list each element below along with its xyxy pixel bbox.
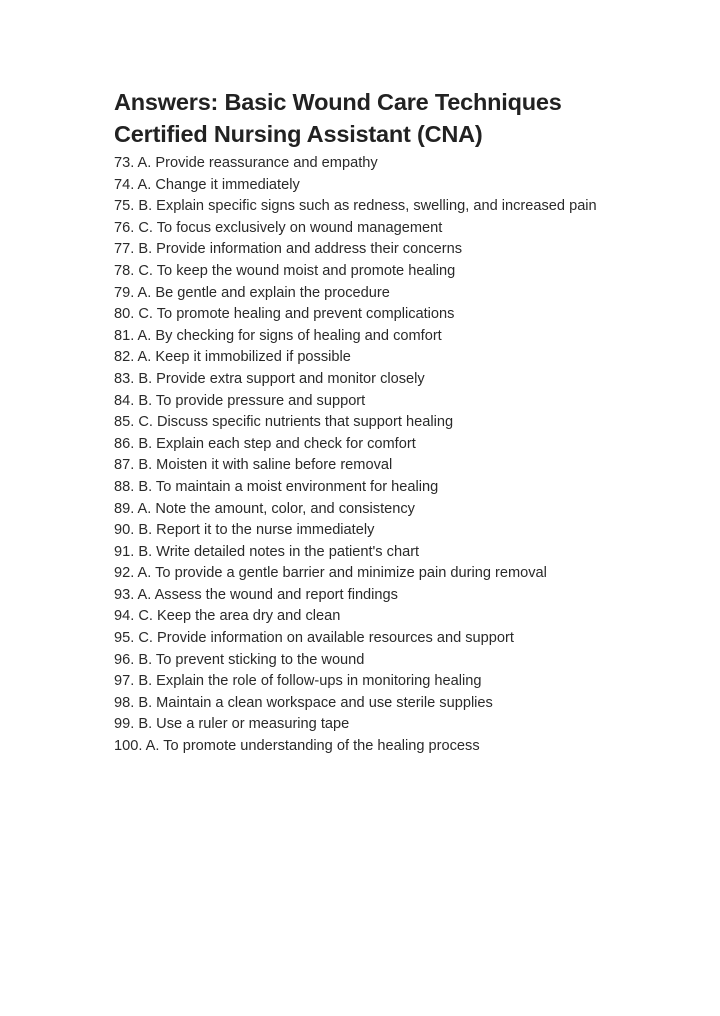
answer-item: 82. A. Keep it immobilized if possible [114,349,351,366]
answer-item: 85. C. Discuss specific nutrients that support healing [114,414,454,431]
answer-item: 80. C. To promote healing and prevent complications [114,306,455,323]
answer-item: 81. A. By checking for signs of healing and comfort [114,327,442,344]
answer-item: 92. A. To provide a gentle barrier and minimize pain during removal [114,565,547,582]
document-content [114,86,634,758]
answer-item: 93. A. Assess the wound and report findings [114,586,398,603]
answer-item: 77. B. Provide information and address their concerns [114,241,463,258]
answer-item: 73. A. Provide reassurance and empathy [114,155,378,171]
title-line-2: Certified Nursing Assistant (CNA) [114,121,483,147]
answer-item: 89. A. Note the amount, color, and consistency [114,500,415,517]
title-line-1: Answers: Basic Wound Care Techniques [114,89,562,115]
answer-item: 100. A. To promote understanding of the healing process [114,738,480,755]
answer-item: 75. B. Explain specific signs such as redness, swelling, and increased pain [114,198,597,215]
answer-list [114,153,634,758]
answer-item: 88. B. To maintain a moist environment for healing [114,478,439,495]
answer-item: 94. C. Keep the area dry and clean [114,608,341,625]
answer-item: 74. A. Change it immediately [114,176,300,193]
answer-item: 87. B. Moisten it with saline before removal [114,457,393,474]
answer-item: 78. C. To keep the wound moist and promote healing [114,262,456,279]
answer-item: 98. B. Maintain a clean workspace and use sterile supplies [114,694,493,711]
answer-item: 79. A. Be gentle and explain the procedure [114,284,390,301]
answer-item: 95. C. Provide information on available resources and support [114,630,514,647]
document-title [114,86,634,150]
answer-item: 84. B. To provide pressure and support [114,392,366,409]
answer-item: 99. B. Use a ruler or measuring tape [114,716,350,733]
answer-item: 76. C. To focus exclusively on wound management [114,219,443,236]
answer-item: 83. B. Provide extra support and monitor closely [114,370,425,387]
answer-item: 91. B. Write detailed notes in the patient's chart [114,543,420,560]
answer-item: 97. B. Explain the role of follow-ups in monitoring healing [114,673,482,690]
answer-item: 96. B. To prevent sticking to the wound [114,651,365,668]
answer-item: 90. B. Report it to the nurse immediately [114,522,375,539]
answer-item: 86. B. Explain each step and check for comfort [114,435,416,452]
